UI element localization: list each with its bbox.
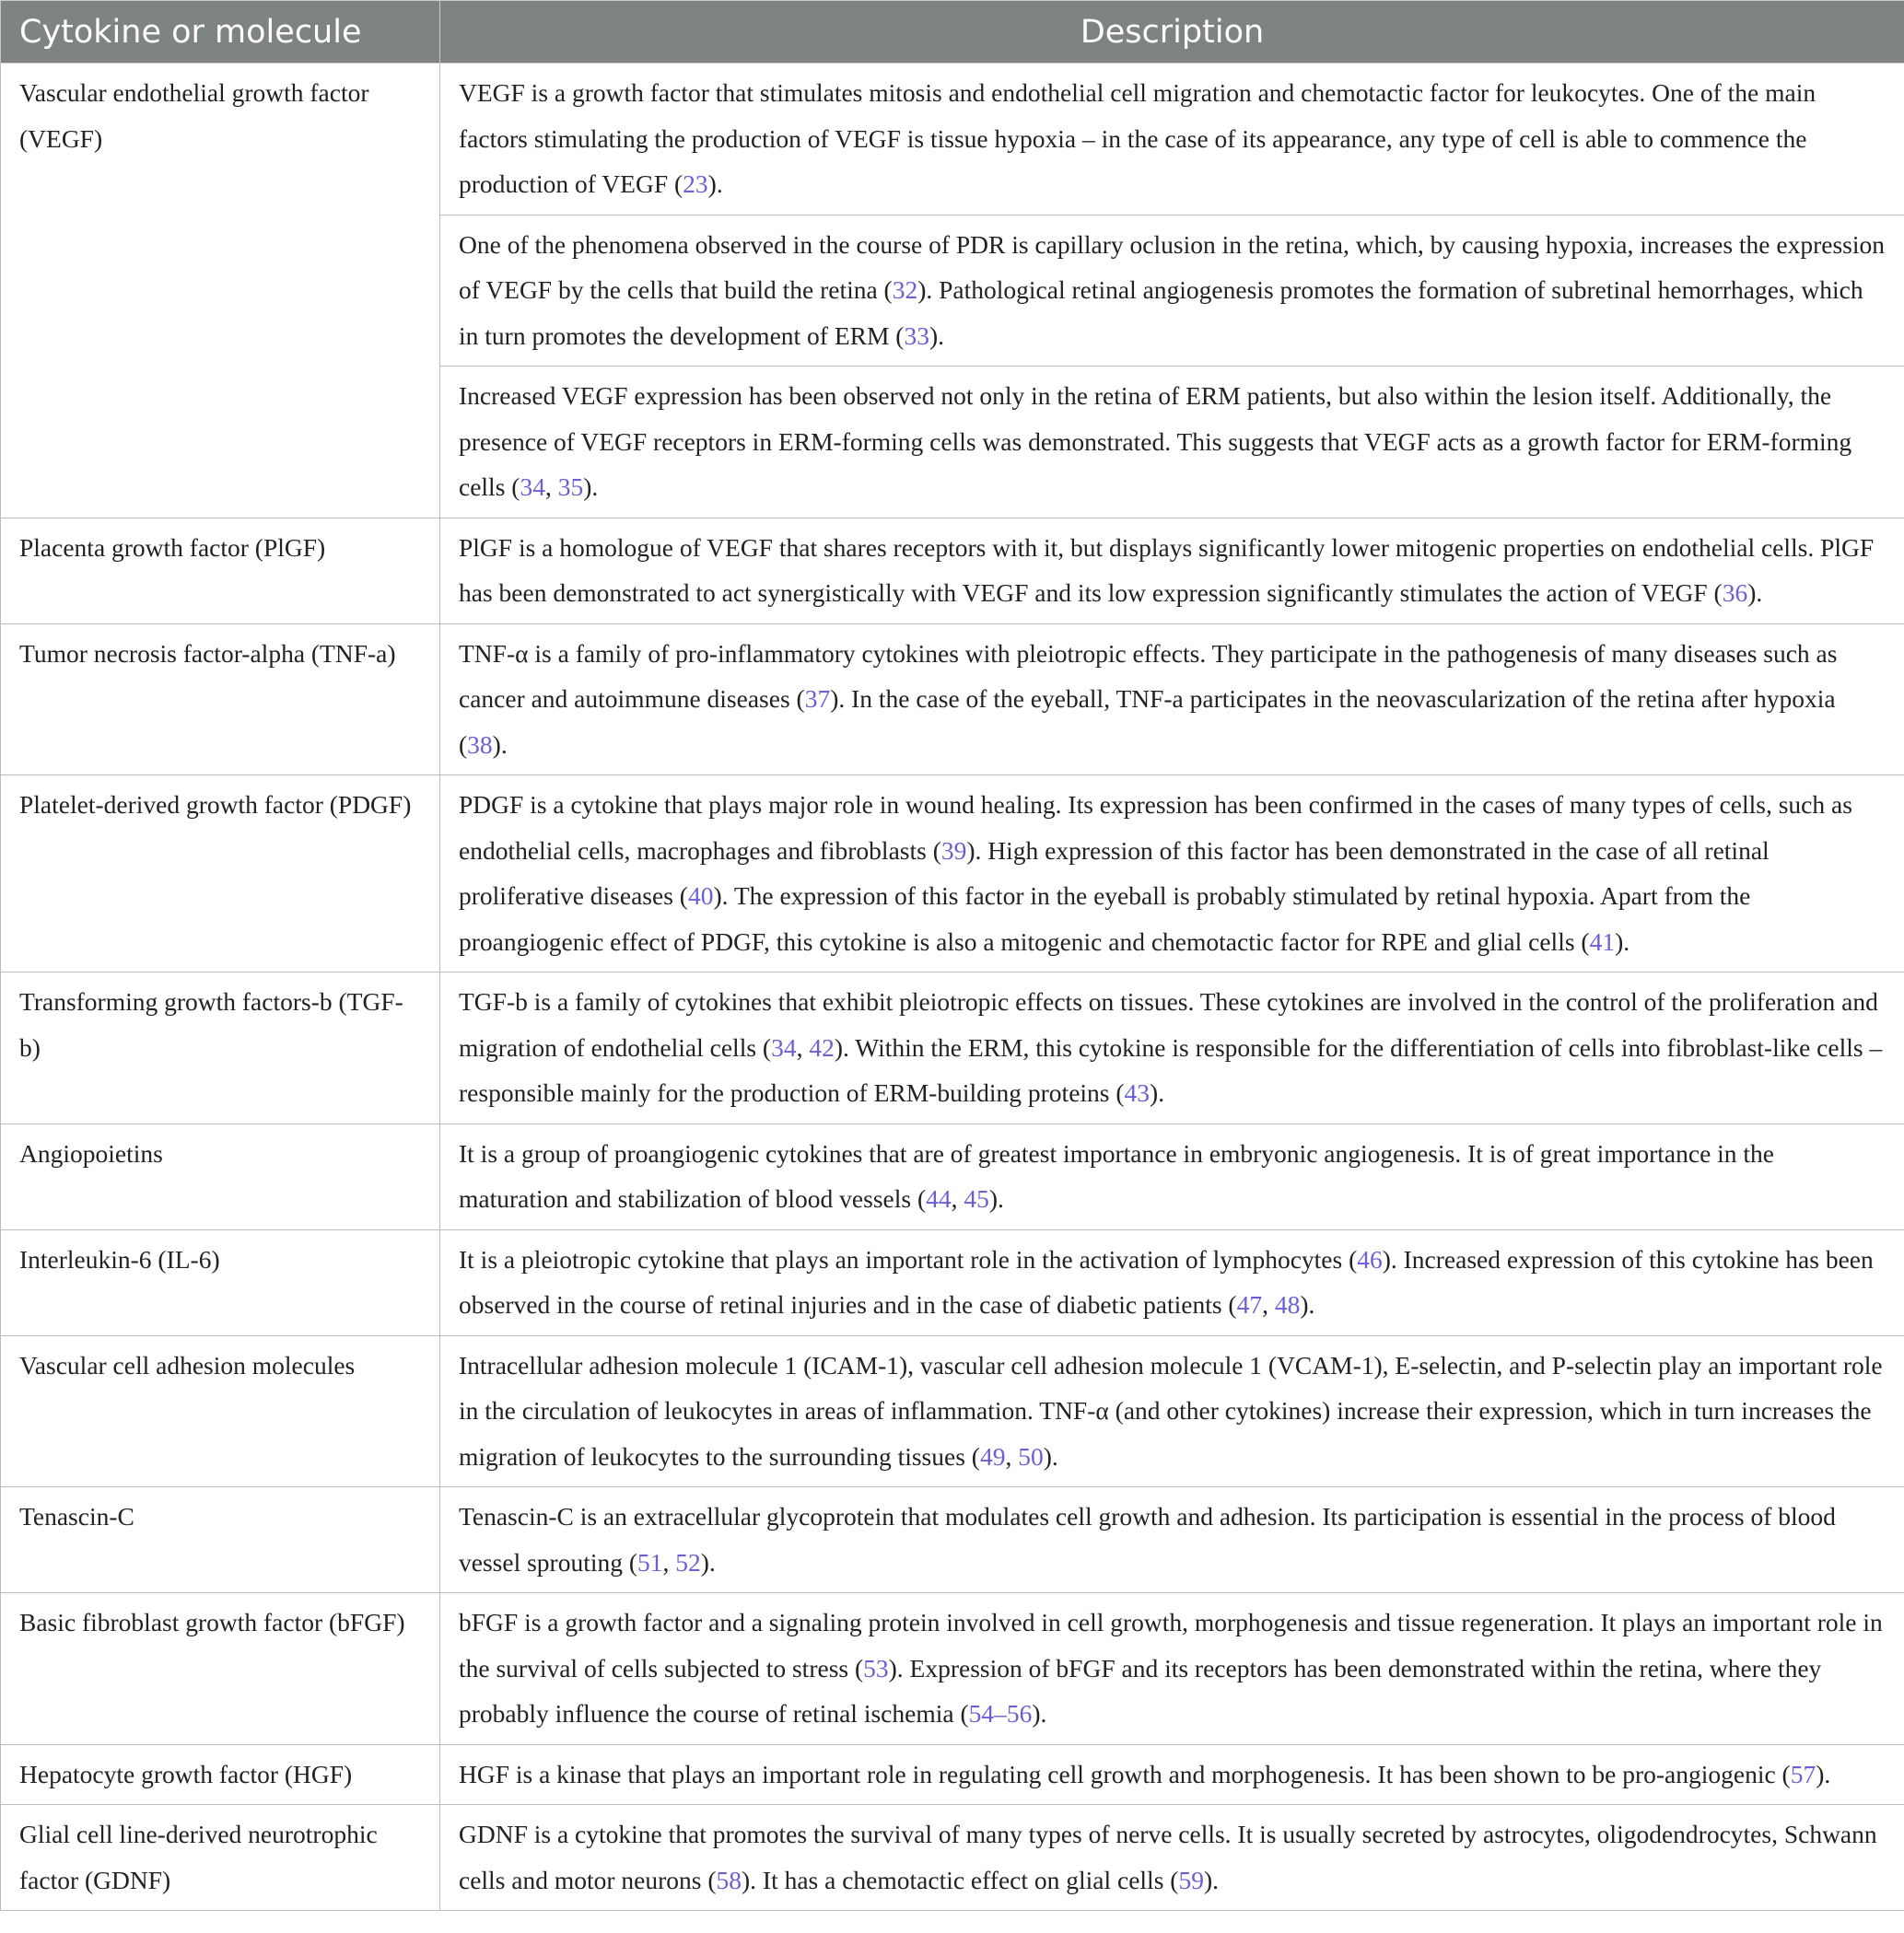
table-row — [1, 623, 1904, 775]
description-text: TNF-α is a family of pro-inflammatory cytokines with pleiotropic effects. They participate in the pathogenesis of many diseases such as cancer and autoimmune diseases ( — [459, 638, 1838, 713]
description-text: ). — [1150, 1078, 1165, 1107]
description-text: , — [951, 1184, 964, 1213]
description-cell — [440, 1593, 1904, 1745]
reference-link[interactable]: 46 — [1357, 1244, 1383, 1274]
table-row — [1, 972, 1904, 1124]
reference-link[interactable]: 38 — [467, 729, 493, 759]
reference-link[interactable]: 54–56 — [968, 1699, 1033, 1728]
description-text: ). — [707, 169, 723, 198]
description-text: VEGF is a growth factor that stimulates mitosis and endothelial cell migration and chemotactic factor for leukocytes. One of the main factors stimulating the production of VEGF is tissue hypoxia – in the case of its appearance, any type of cell is able to commence the production of VEGF ( — [459, 78, 1816, 198]
reference-link[interactable]: 39 — [940, 835, 967, 865]
cytokine-name-cell: Interleukin-6 (IL-6) — [1, 1229, 440, 1335]
description-cell — [440, 1124, 1904, 1229]
description-text: , — [1262, 1290, 1275, 1319]
description-text: ). It has a chemotactic effect on glial cells ( — [742, 1865, 1179, 1894]
reference-link[interactable]: 53 — [863, 1653, 889, 1683]
description-text: PDGF is a cytokine that plays major role in wound healing. Its expression has been confirmed in the cases of many types of cells, such as endothelial cells, macrophages and fibroblasts ( — [459, 790, 1852, 865]
reference-link[interactable]: 41 — [1589, 926, 1616, 956]
description-text: ). Increased expression of this cytokine has been observed in the course of retinal injuries and in the case of diabetic patients ( — [459, 1244, 1874, 1319]
description-text: ). — [1203, 1865, 1219, 1894]
table-row — [1, 1805, 1904, 1911]
description-text: Intracellular adhesion molecule 1 (ICAM-1), vascular cell adhesion molecule 1 (VCAM-1), E-selectin, and P-selectin play an important role in the circulation of leukocytes in areas of inflammation. TNF-α (and other cytokines) increase their expression, which in turn increases the migration of leukocytes to the surrounding tissues ( — [459, 1350, 1883, 1471]
description-text: ). — [1816, 1759, 1831, 1788]
reference-link[interactable]: 50 — [1018, 1441, 1044, 1471]
reference-link[interactable]: 35 — [557, 472, 584, 501]
description-text: Tenascin-C is an extracellular glycoprotein that modulates cell growth and adhesion. Its participation is essential in the process of blood vessel sprouting ( — [459, 1502, 1836, 1577]
description-text: It is a group of proangiogenic cytokines that are of greatest importance in embryonic angiogenesis. It is of great importance in the maturation and stabilization of blood vessels ( — [459, 1138, 1775, 1213]
reference-link[interactable]: 37 — [804, 684, 831, 713]
description-text: ). — [1747, 578, 1763, 607]
header-row — [1, 1, 1904, 64]
description-text: ). In the case of the eyeball, TNF-a participates in the neovascularization of the retina after hypoxia ( — [459, 684, 1836, 759]
description-cell — [440, 64, 1904, 215]
reference-link[interactable]: 58 — [716, 1865, 742, 1894]
description-cell — [440, 367, 1904, 518]
table-row — [1, 775, 1904, 972]
cytokine-name-cell: Glial cell line-derived neurotrophic factor (GDNF) — [1, 1805, 440, 1911]
description-text: ). — [929, 320, 944, 350]
description-text: Increased VEGF expression has been observed not only in the retina of ERM patients, but also within the lesion itself. Additionally, the presence of VEGF receptors in ERM-forming cells was demonstrated. This suggests that VEGF acts as a growth factor for ERM-forming cells ( — [459, 381, 1852, 501]
reference-link[interactable]: 40 — [687, 881, 714, 910]
description-text: ). The expression of this factor in the eyeball is probably stimulated by retinal hypoxia. Apart from the proangiogenic effect of PDGF, this cytokine is also a mitogenic and chemotactic factor for RPE and glial cells ( — [459, 881, 1751, 956]
description-text: ). — [1300, 1290, 1315, 1319]
reference-link[interactable]: 33 — [904, 320, 929, 350]
description-text: bFGF is a growth factor and a signaling protein involved in cell growth, morphogenesis and tissue regeneration. It plays an important role in the survival of cells subjected to stress ( — [459, 1608, 1883, 1683]
reference-link[interactable]: 51 — [637, 1547, 663, 1577]
table-row — [1, 1593, 1904, 1745]
table-body — [1, 64, 1904, 1911]
description-text: ). Within the ERM, this cytokine is responsible for the differentiation of cells into fibroblast-like cells – responsible mainly for the production of ERM-building proteins ( — [459, 1032, 1883, 1107]
reference-link[interactable]: 42 — [809, 1032, 835, 1062]
reference-link[interactable]: 49 — [979, 1441, 1006, 1471]
reference-link[interactable]: 34 — [520, 472, 545, 501]
cytokine-name-cell: Angiopoietins — [1, 1124, 440, 1229]
description-text: ). Expression of bFGF and its receptors has been demonstrated within the retina, where they probably influence the course of retinal ischemia ( — [459, 1653, 1822, 1728]
cytokine-name-cell: Hepatocyte growth factor (HGF) — [1, 1744, 440, 1805]
cytokine-name-cell: Tumor necrosis factor-alpha (TNF-a) — [1, 623, 440, 775]
description-text: GDNF is a cytokine that promotes the survival of many types of nerve cells. It is usually secreted by astrocytes, oligodendrocytes, Schwann cells and motor neurons ( — [459, 1820, 1877, 1894]
reference-link[interactable]: 59 — [1178, 1865, 1204, 1894]
table-row — [1, 1335, 1904, 1487]
description-text: One of the phenomena observed in the course of PDR is capillary oclusion in the retina, which, by causing hypoxia, increases the expression of VEGF by the cells that build the retina ( — [459, 229, 1885, 304]
reference-link[interactable]: 45 — [964, 1184, 989, 1213]
table-row — [1, 1744, 1904, 1805]
reference-link[interactable]: 32 — [892, 275, 918, 304]
description-text: ). Pathological retinal angiogenesis promotes the formation of subretinal hemorrhages, which in turn promotes the development of ERM ( — [459, 275, 1863, 350]
description-text: ). — [988, 1184, 1004, 1213]
description-text: ). — [700, 1547, 716, 1577]
cytokine-name-cell: Transforming growth factors-b (TGF-b) — [1, 972, 440, 1124]
description-cell — [440, 775, 1904, 972]
description-cell — [440, 1487, 1904, 1593]
reference-link[interactable]: 36 — [1722, 578, 1748, 607]
reference-link[interactable]: 34 — [771, 1032, 797, 1062]
header-description: Description — [440, 1, 1904, 64]
description-text: ). High expression of this factor has been demonstrated in the case of all retinal proliferative diseases ( — [459, 835, 1770, 910]
reference-link[interactable]: 47 — [1236, 1290, 1263, 1319]
reference-link[interactable]: 43 — [1124, 1078, 1151, 1107]
description-text: ). — [1615, 926, 1630, 956]
table-row — [1, 1229, 1904, 1335]
cytokine-name-cell: Tenascin-C — [1, 1487, 440, 1593]
reference-link[interactable]: 44 — [926, 1184, 952, 1213]
description-text: , — [662, 1547, 676, 1577]
description-text: It is a pleiotropic cytokine that plays an important role in the activation of lymphocytes ( — [459, 1244, 1358, 1274]
description-cell — [440, 1744, 1904, 1805]
description-text: PlGF is a homologue of VEGF that shares receptors with it, but displays significantly lower mitogenic properties on endothelial cells. PlGF has been demonstrated to act synergistically with VEGF and its low expression significantly stimulates the action of VEGF ( — [459, 532, 1875, 607]
description-cell — [440, 1229, 1904, 1335]
cytokine-name-cell: Platelet-derived growth factor (PDGF) — [1, 775, 440, 972]
cytokine-name-cell: Placenta growth factor (PlGF) — [1, 518, 440, 623]
reference-link[interactable]: 57 — [1790, 1759, 1816, 1788]
description-text: ). — [583, 472, 599, 501]
table-row — [1, 1487, 1904, 1593]
description-text: TGF-b is a family of cytokines that exhibit pleiotropic effects on tissues. These cytokines are involved in the control of the proliferation and migration of endothelial cells ( — [459, 987, 1878, 1062]
table-row — [1, 64, 1904, 215]
description-cell — [440, 518, 1904, 623]
description-text: ). — [1032, 1699, 1047, 1728]
description-text: ). — [492, 729, 508, 759]
description-cell — [440, 972, 1904, 1124]
description-cell — [440, 215, 1904, 367]
table-row — [1, 1124, 1904, 1229]
cytokine-name-cell: Vascular endothelial growth factor (VEGF) — [1, 64, 440, 518]
reference-link[interactable]: 48 — [1274, 1290, 1301, 1319]
cytokine-name-cell: Vascular cell adhesion molecules — [1, 1335, 440, 1487]
cytokine-name-cell: Basic fibroblast growth factor (bFGF) — [1, 1593, 440, 1745]
description-text: , — [544, 472, 558, 501]
description-cell — [440, 1805, 1904, 1911]
description-text: , — [796, 1032, 810, 1062]
description-text: , — [1005, 1441, 1019, 1471]
header-cytokine: Cytokine or molecule — [1, 1, 440, 64]
reference-link[interactable]: 23 — [683, 169, 708, 198]
description-cell — [440, 623, 1904, 775]
reference-link[interactable]: 52 — [675, 1547, 701, 1577]
description-cell — [440, 1335, 1904, 1487]
description-text: ). — [1043, 1441, 1058, 1471]
table-row — [1, 518, 1904, 623]
description-text: HGF is a kinase that plays an important role in regulating cell growth and morphogenesis. It has been shown to be pro-angiogenic ( — [459, 1759, 1791, 1788]
